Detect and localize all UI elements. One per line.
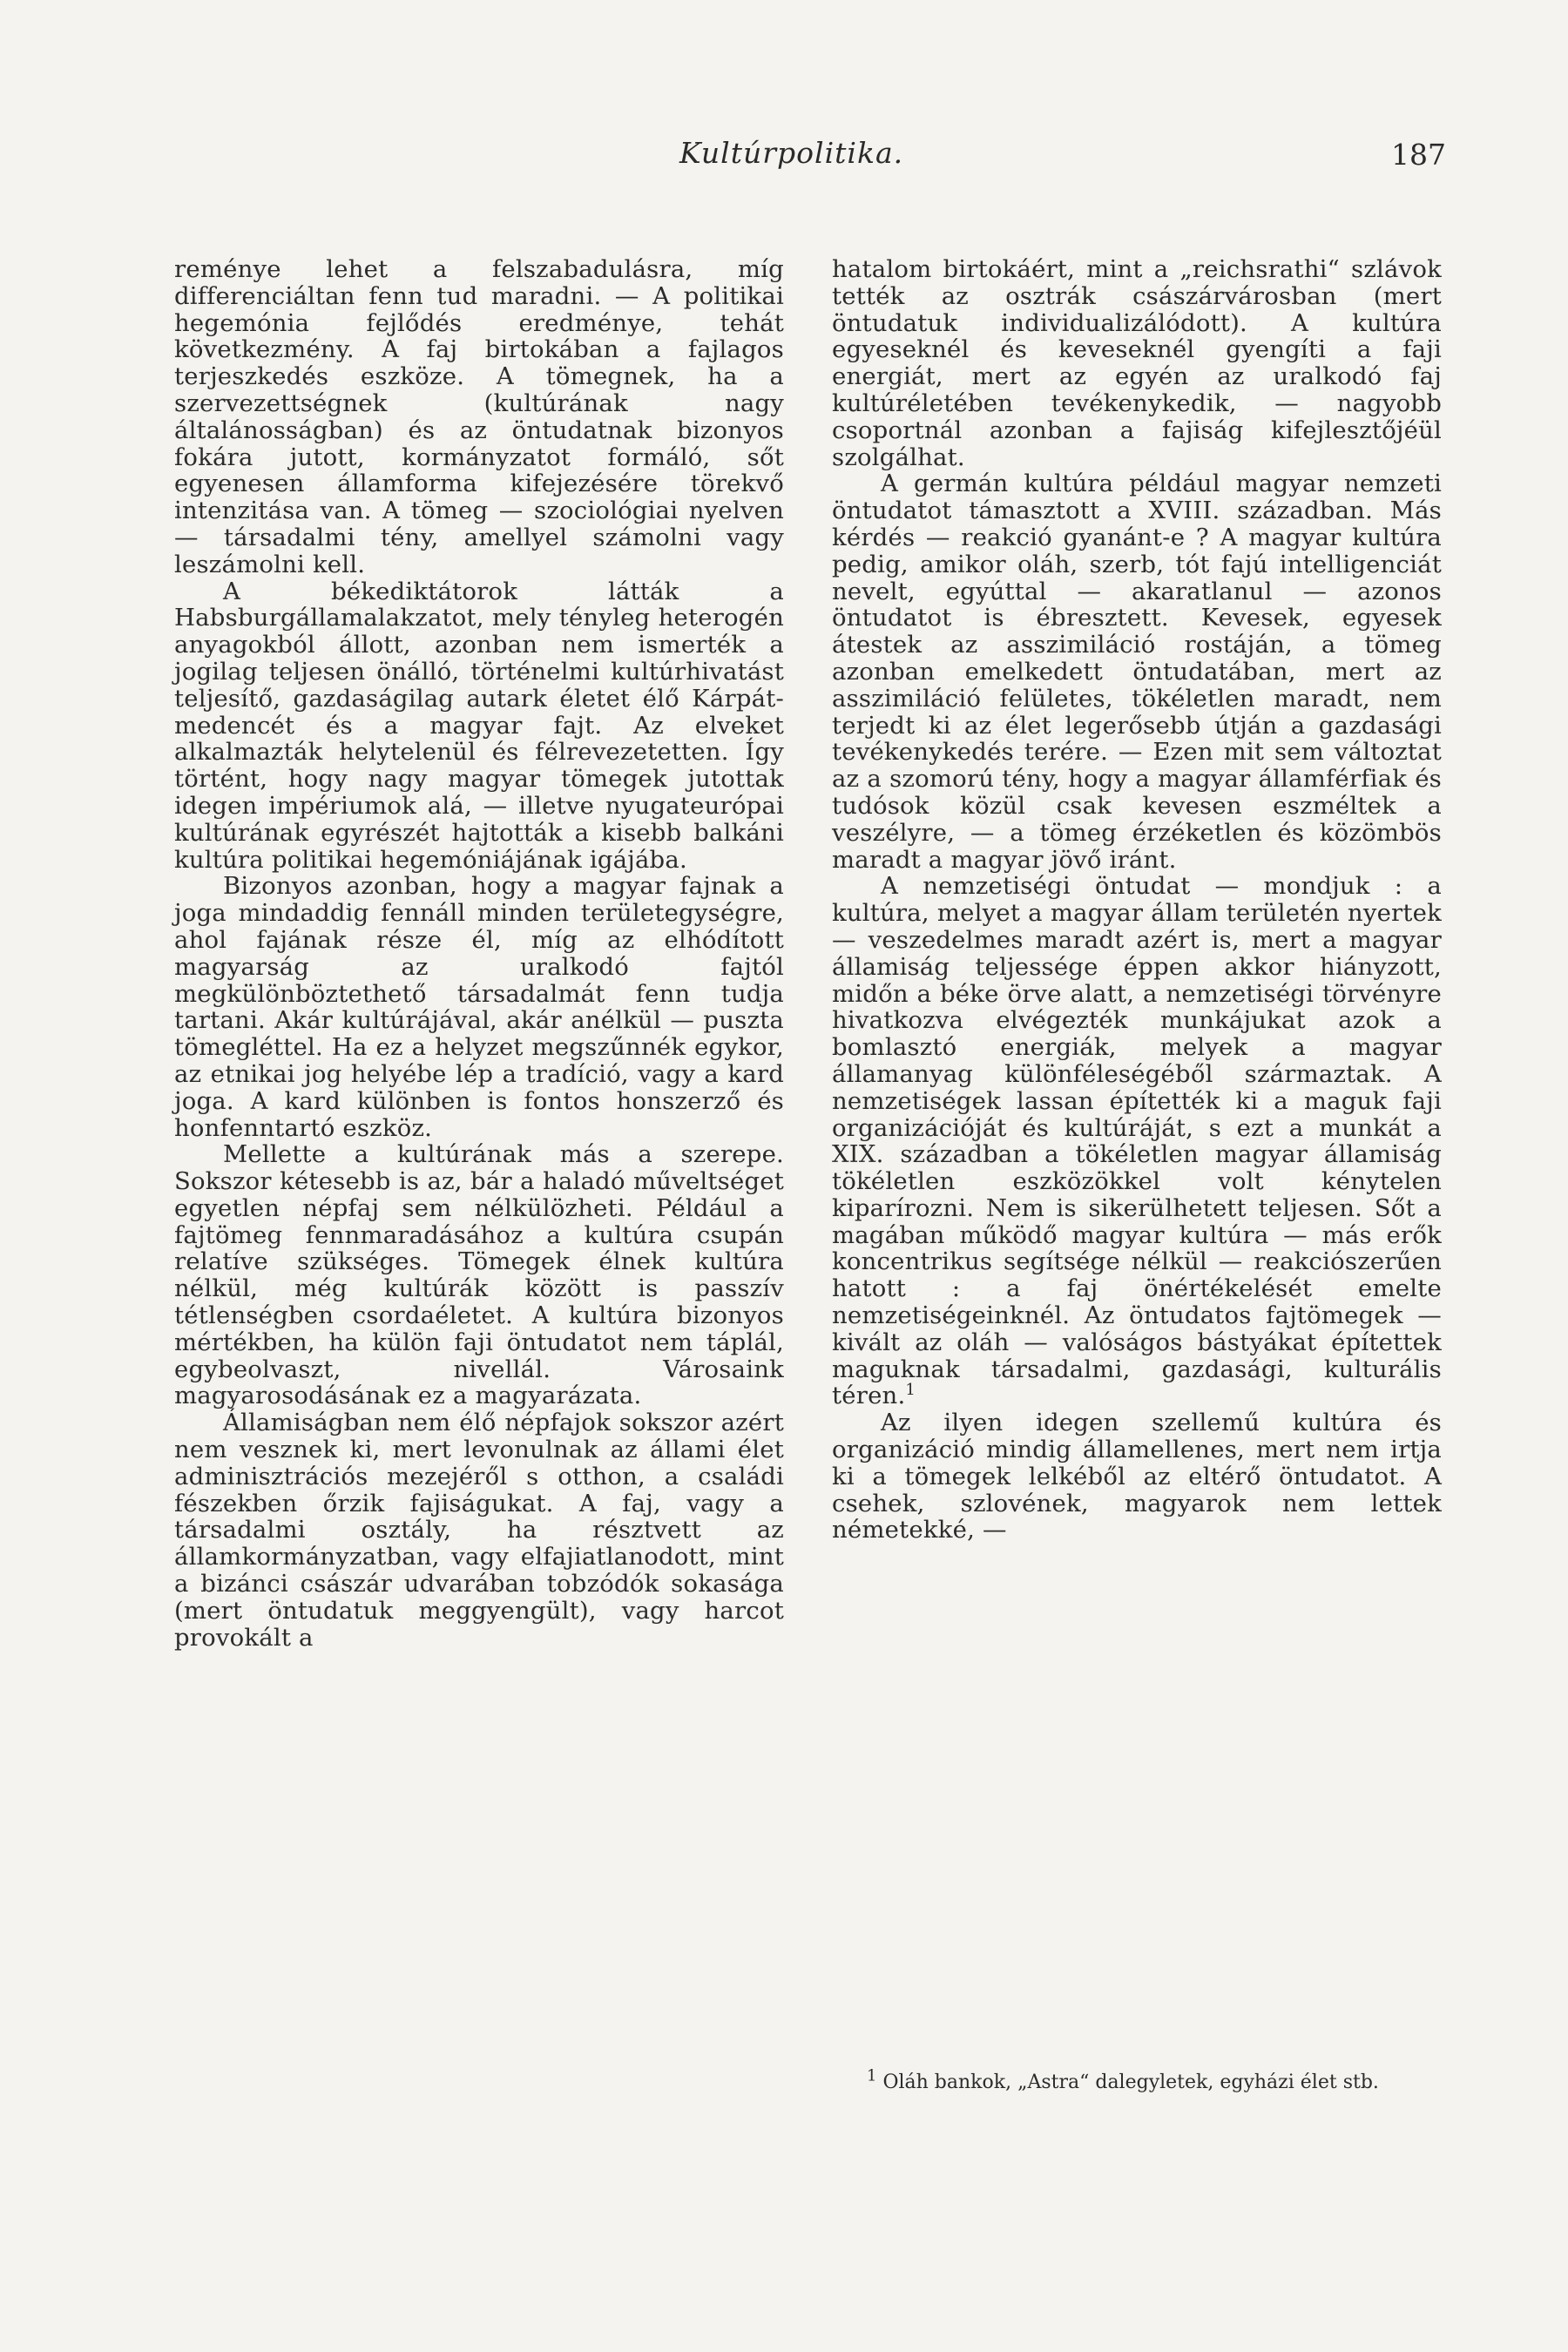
right-column xyxy=(832,256,1442,1544)
page-number: 187 xyxy=(1391,138,1446,172)
paragraph-with-footnote xyxy=(832,873,1442,1409)
paragraph: Az ilyen idegen szellemű kultúra és organizáció mindig államellenes, mert nem irtja ki a tömegek lelkéből az eltérő öntudatot. A csehek, szlovének, magyarok nem lettek németekké, — xyxy=(832,1409,1442,1544)
paragraph: reménye lehet a felszabadulásra, míg differenciáltan fenn tud maradni. — A politikai hegemónia fejlődés eredménye, tehát következmény. A faj birtokában a fajlagos terjeszkedés eszköze. A tömegnek, ha a szervezettségnek (kultúrának nagy általánosságban) és az öntudatnak bizonyos fokára jutott, kormányzatot formáló, sőt egyenesen államforma kifejezésére törekvő intenzitása van. A tömeg — szociológiai nyelven — társadalmi tény, amellyel számolni vagy leszámolni kell. xyxy=(174,255,784,578)
footnote-text: Oláh bankok, „Astra“ dalegyletek, egyházi élet stb. xyxy=(882,2072,1379,2093)
paragraph-text: A nemzetiségi öntudat — mondjuk : a kultúra, melyet a magyar állam területén nyertek — veszedelmes maradt azért is, mert a magyar államiság teljessége éppen akkor hiányzott, midőn a béke örve alatt, a nemzetiségi törvényre hivatkozva elvégezték munkájukat azok a bomlasztó energiák, melyek a magyar államanyag különféleségéből származtak. A nemzetiségek lassan építették ki a maguk faji organizációját és kultúráját, s ezt a munkát a XIX. században a tökéletlen magyar államiság tökéletlen eszközökkel volt kénytelen kiparírozni. Nem is sikerülhetett teljesen. Sőt a magában működő magyar kultúra — más erők koncentrikus segítsége nélkül — reakciószerűen hatott : a faj önértékelését emelte nemzetiségeinknél. Az öntudatos fajtömegek — kivált az oláh — valóságos bástyákat építettek maguknak társadalmi, gazdasági, kulturális téren. xyxy=(832,872,1442,1410)
running-head: Kultúrpolitika. xyxy=(679,136,904,170)
paragraph: Mellette a kultúrának más a szerepe. Sokszor kétesebb is az, bár a haladó műveltséget egyetlen népfaj sem nélkülözheti. Például a fajtömeg fennmaradásához a kultúra csupán relatíve szükséges. Tömegek élnek kultúra nélkül, még kultúrák között is passzív tétlenségben csordaéletet. A kultúra bizonyos mértékben, ha külön faji öntudatot nem táplál, egybeolvaszt, nivellál. Városaink magyarosodásának ez a magyarázata. xyxy=(174,1140,784,1410)
paragraph: A békediktátorok látták a Habsburgállamalakzatot, mely tényleg heterogén anyagokból állott, azonban nem ismerték a jogilag teljesen önálló, történelmi kultúrhivatást teljesítő, gazdaságilag autark életet élő Kárpát-medencét és a magyar fajt. Az elveket alkalmazták helytelenül és félrevezetetten. Így történt, hogy nagy magyar tömegek jutottak idegen impériumok alá, — illetve nyugateurópai kultúrának egyrészét hajtották a kisebb balkáni kultúra politikai hegemóniájának igájába. xyxy=(174,577,784,874)
left-column xyxy=(174,256,784,1651)
paragraph: Bizonyos azonban, hogy a magyar fajnak a joga mindaddig fennáll minden területegységre, ahol fajának része él, míg az elhódított magyarság az uralkodó fajtól megkülönböztethető társadalmát fenn tudja tartani. Akár kultúrájával, akár anélkül — puszta tömegléttel. Ha ez a helyzet megszűnnék egykor, az etnikai jog helyébe lép a tradíció, vagy a kard joga. A kard különben is fontos honszerző és honfenntartó eszköz. xyxy=(174,872,784,1142)
paragraph: A germán kultúra például magyar nemzeti öntudatot támasztott a XVIII. században. Más kérdés — reakció gyanánt-e ? A magyar kultúra pedig, amikor oláh, szerb, tót fajú intelligenciát nevelt, egyúttal — akaratlanul — azonos öntudatot is ébresztett. Kevesek, egyesek átestek az asszimiláció rostáján, a tömeg azonban emelkedett öntudatában, mert az asszimiláció felületes, tökéletlen maradt, nem terjedt ki az élet legerősebb útján a gazdasági tevékenykedés terére. — Ezen mit sem változtat az a szomorú tény, hogy a magyar államférfiak és tudósok közül csak kevesen eszméltek a veszélyre, — a tömeg érzéketlen és közömbös maradt a magyar jövő iránt. xyxy=(832,470,1442,874)
paragraph: hatalom birtokáért, mint a „reichsrathi“ szlávok tették az osztrák császárvárosban (mert öntudatuk individualizálódott). A kultúra egyeseknél és keveseknél gyengíti a faji energiát, mert az egyén az uralkodó faj kultúréletében tevékenykedik, — nagyobb csoportnál azonban a fajiság kifejlesztőjéül szolgálhat. xyxy=(832,255,1442,471)
footnote xyxy=(832,2066,1442,2094)
footnote-number: 1 xyxy=(867,2066,877,2085)
paragraph: Államiságban nem élő népfajok sokszor azért nem vesznek ki, mert levonulnak az állami élet adminisztrációs mezejéről s otthon, a családi fészekben őrzik fajiságukat. A faj, vagy a társadalmi osztály, ha résztvett az államkormányzatban, vagy elfajiatlanodott, mint a bizánci császár udvarában tobzódók sokasága (mert öntudatuk meggyengült), vagy harcot provokált a xyxy=(174,1409,784,1652)
footnote-marker: 1 xyxy=(905,1381,916,1400)
